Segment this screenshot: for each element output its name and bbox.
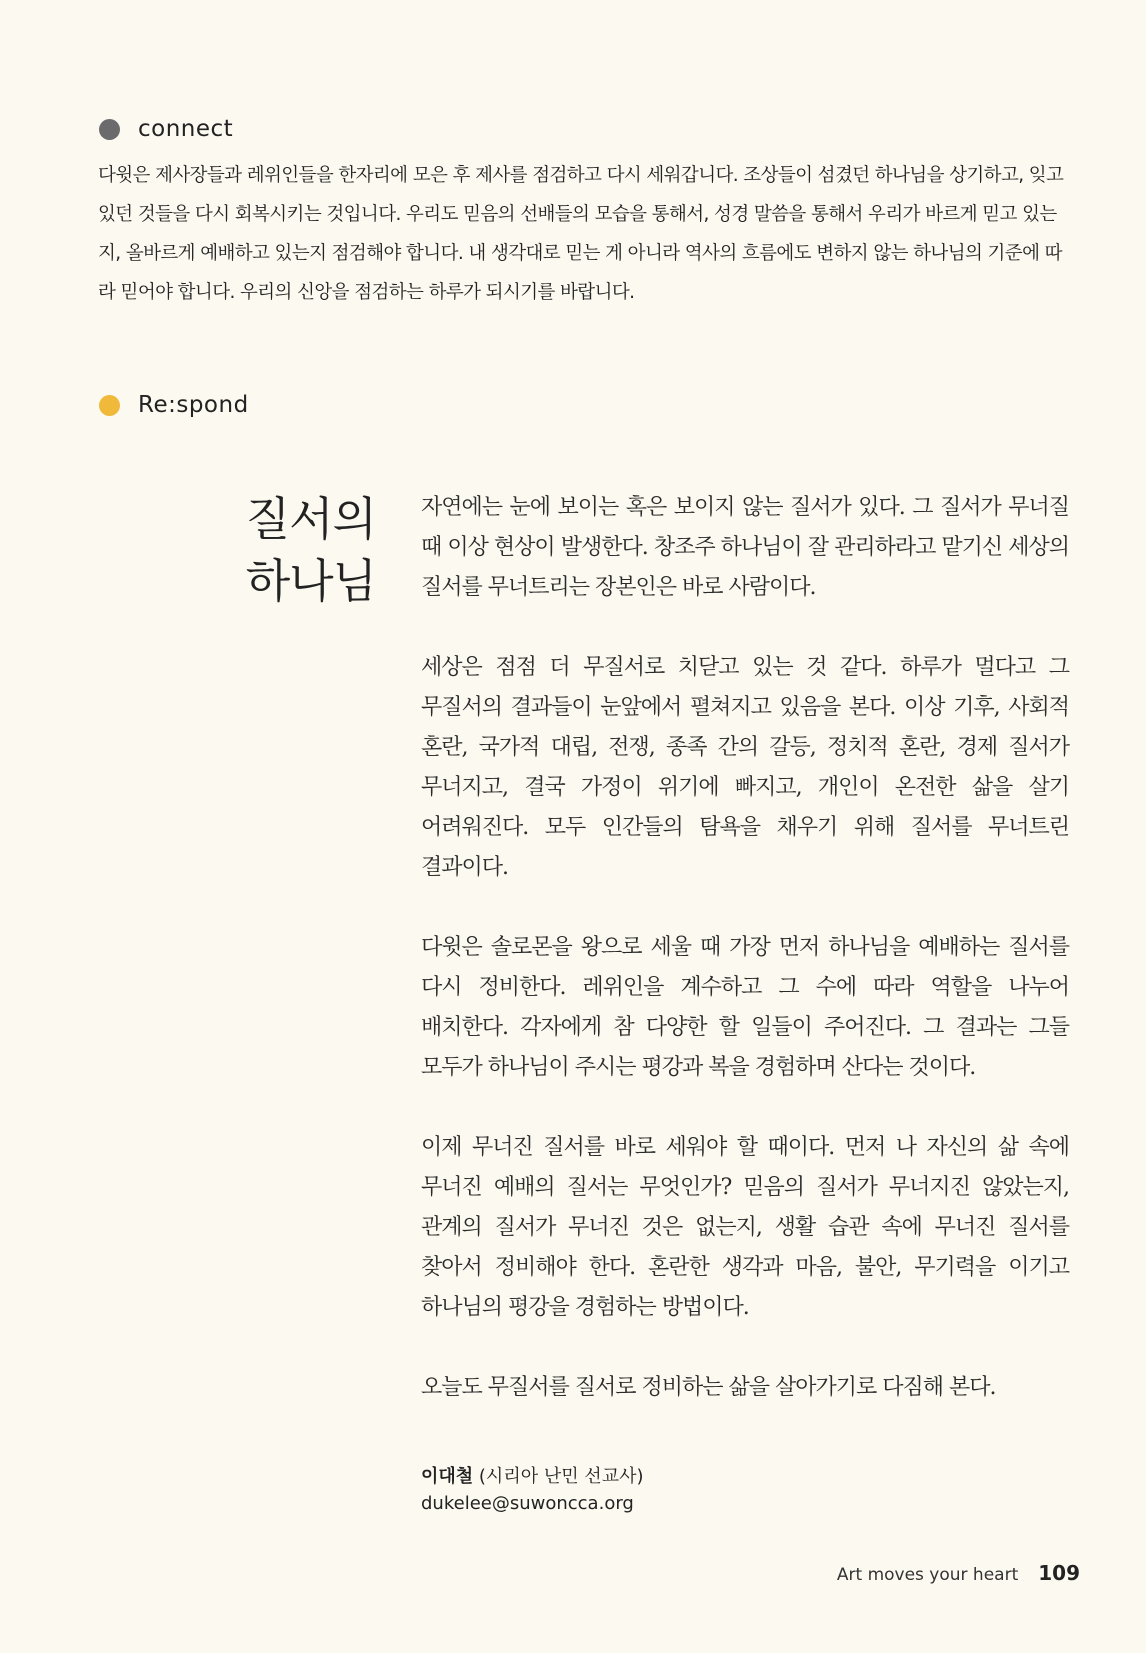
respond-label: Re:spond (138, 392, 249, 418)
connect-paragraph: 다윗은 제사장들과 레위인들을 한자리에 모은 후 제사를 점검하고 다시 세워갑니다. 조상들이 섬겼던 하나님을 상기하고, 잊고 있던 것들을 다시 회복시키는 것입니다. 우리도 믿음의 선배들의 모습을 통해서, 성경 말씀을 통해서 우리가 바르게 믿고 있는지, 올바르게 예배하고 있는지 점검해야 합니다. 내 생각대로 믿는 게 아니라 역사의 흐름에도 변하지 않는 하나님의 기준에 따라 믿어야 합니다. 우리의 신앙을 점검하는 하루가 되시기를 바랍니다. (98, 165, 1064, 303)
article-paragraph: 오늘도 무질서를 질서로 정비하는 삶을 살아가기로 다짐해 본다. (421, 1375, 996, 1400)
author-block (421, 1463, 644, 1517)
author-role: (시리아 난민 선교사) (478, 1466, 644, 1487)
connect-label: connect (138, 116, 234, 142)
article-paragraph: 자연에는 눈에 보이는 혹은 보이지 않는 질서가 있다. 그 질서가 무너질 때 이상 현상이 발생한다. 창조주 하나님이 잘 관리하라고 맡기신 세상의 질서를 무너트리는 장본인은 바로 사람이다. (421, 495, 1069, 600)
article-body (421, 488, 1069, 1448)
article-title (236, 488, 376, 612)
author-email: dukelee@suwoncca.org (421, 1493, 634, 1514)
article-title-line1: 질서의 (245, 492, 376, 546)
respond-bullet-dot (99, 395, 120, 416)
article-paragraph: 다윗은 솔로몬을 왕으로 세울 때 가장 먼저 하나님을 예배하는 질서를 다시 정비한다. 레위인을 계수하고 그 수에 따라 역할을 나누어 배치한다. 각자에게 참 다양한 할 일들이 주어진다. 그 결과는 그들 모두가 하나님이 주시는 평강과 복을 경험하며 산다는 것이다. (421, 935, 1069, 1080)
author-name: 이대철 (421, 1466, 474, 1487)
connect-bullet-dot (99, 119, 120, 140)
article-paragraph: 세상은 점점 더 무질서로 치닫고 있는 것 같다. 하루가 멀다고 그 무질서의 결과들이 눈앞에서 펼쳐지고 있음을 본다. 이상 기후, 사회적 혼란, 국가적 대립, 전쟁, 종족 간의 갈등, 정치적 혼란, 경제 질서가 무너지고, 결국 가정이 위기에 빠지고, 개인이 온전한 삶을 살기 어려워진다. 모두 인간들의 탐욕을 채우기 위해 질서를 무너트린 결과이다. (421, 655, 1069, 880)
footer-tagline: Art moves your heart (836, 1565, 1019, 1585)
article-title-line2: 하나님 (245, 554, 376, 608)
article-paragraph: 이제 무너진 질서를 바로 세워야 할 때이다. 먼저 나 자신의 삶 속에 무너진 예배의 질서는 무엇인가? 믿음의 질서가 무너지진 않았는지, 관계의 질서가 무너진 것은 없는지, 생활 습관 속에 무너진 질서를 찾아서 정비해야 한다. 혼란한 생각과 마음, 불안, 무기력을 이기고 하나님의 평강을 경험하는 방법이다. (421, 1135, 1069, 1320)
page-footer (837, 1561, 1080, 1585)
respond-section-heading (99, 392, 249, 418)
author-line (421, 1463, 644, 1490)
page-number: 109 (1038, 1561, 1080, 1585)
connect-section-heading (99, 116, 233, 142)
